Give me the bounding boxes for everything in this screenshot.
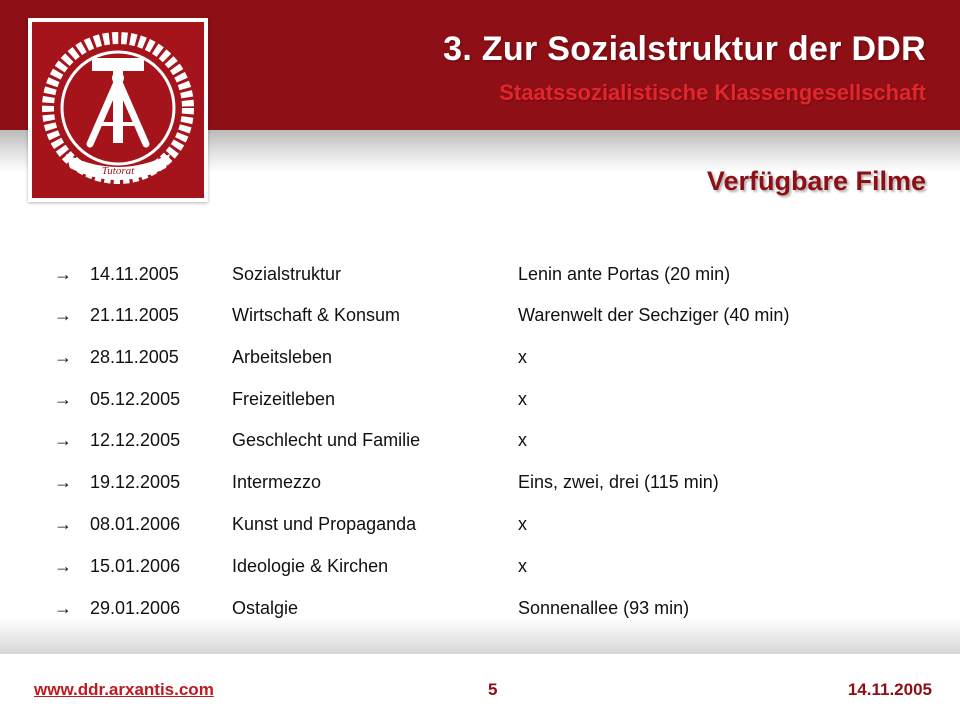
row-film: x — [518, 514, 527, 534]
row-film: x — [518, 430, 527, 450]
page-subtitle: Staatssozialistische Klassengesellschaft — [499, 80, 926, 105]
row-topic: Kunst und Propaganda — [232, 514, 417, 534]
row-date: 12.12.2005 — [90, 430, 181, 450]
page-title: 3. Zur Sozialstruktur der DDR — [443, 30, 926, 68]
list-item — [0, 462, 960, 502]
arrow-icon: → — [54, 264, 72, 284]
hammer-compass-wreath-icon — [32, 22, 204, 198]
row-film: x — [518, 347, 527, 367]
footer-date: 14.11.2005 — [847, 680, 932, 699]
row-topic: Geschlecht und Familie — [232, 430, 421, 450]
row-topic: Ostalgie — [232, 598, 299, 618]
list-item — [0, 546, 960, 586]
row-film: Warenwelt der Sechziger (40 min) — [518, 305, 790, 325]
arrow-icon: → — [54, 347, 72, 367]
row-date: 28.11.2005 — [90, 347, 179, 367]
section-heading: Verfügbare Filme — [706, 166, 926, 196]
row-date: 08.01.2006 — [90, 514, 181, 534]
row-film: x — [518, 556, 527, 576]
ddr-emblem-logo — [28, 18, 208, 202]
list-item — [0, 379, 960, 419]
list-item — [0, 295, 960, 335]
row-topic: Sozialstruktur — [232, 264, 342, 284]
page-number: 5 — [488, 680, 498, 699]
list-item — [0, 504, 960, 544]
footer-shadow — [0, 618, 960, 654]
row-film: x — [518, 389, 527, 409]
arrow-icon: → — [54, 305, 72, 325]
arrow-icon: → — [54, 514, 72, 534]
row-date: 19.12.2005 — [90, 472, 181, 492]
row-topic: Wirtschaft & Konsum — [232, 305, 401, 325]
row-date: 29.01.2006 — [90, 598, 181, 618]
arrow-icon: → — [54, 472, 72, 492]
list-item — [0, 254, 960, 294]
row-film: Eins, zwei, drei (115 min) — [518, 472, 719, 492]
arrow-icon: → — [54, 430, 72, 450]
row-date: 14.11.2005 — [90, 264, 179, 284]
row-date: 05.12.2005 — [90, 389, 181, 409]
emblem-banner-text: Tutorat — [101, 165, 135, 177]
list-item — [0, 337, 960, 377]
website-link[interactable]: www.ddr.arxantis.com — [34, 680, 214, 699]
row-film: Sonnenallee (93 min) — [518, 598, 690, 618]
row-topic: Freizeitleben — [232, 389, 336, 409]
arrow-icon: → — [54, 556, 72, 576]
arrow-icon: → — [54, 389, 72, 409]
arrow-icon: → — [54, 598, 72, 618]
row-date: 15.01.2006 — [90, 556, 181, 576]
row-topic: Ideologie & Kirchen — [232, 556, 389, 576]
row-topic: Arbeitsleben — [232, 347, 333, 367]
row-date: 21.11.2005 — [90, 305, 179, 325]
emblem-background — [32, 22, 204, 198]
row-film: Lenin ante Portas (20 min) — [518, 264, 731, 284]
list-item — [0, 420, 960, 460]
row-topic: Intermezzo — [232, 472, 322, 492]
